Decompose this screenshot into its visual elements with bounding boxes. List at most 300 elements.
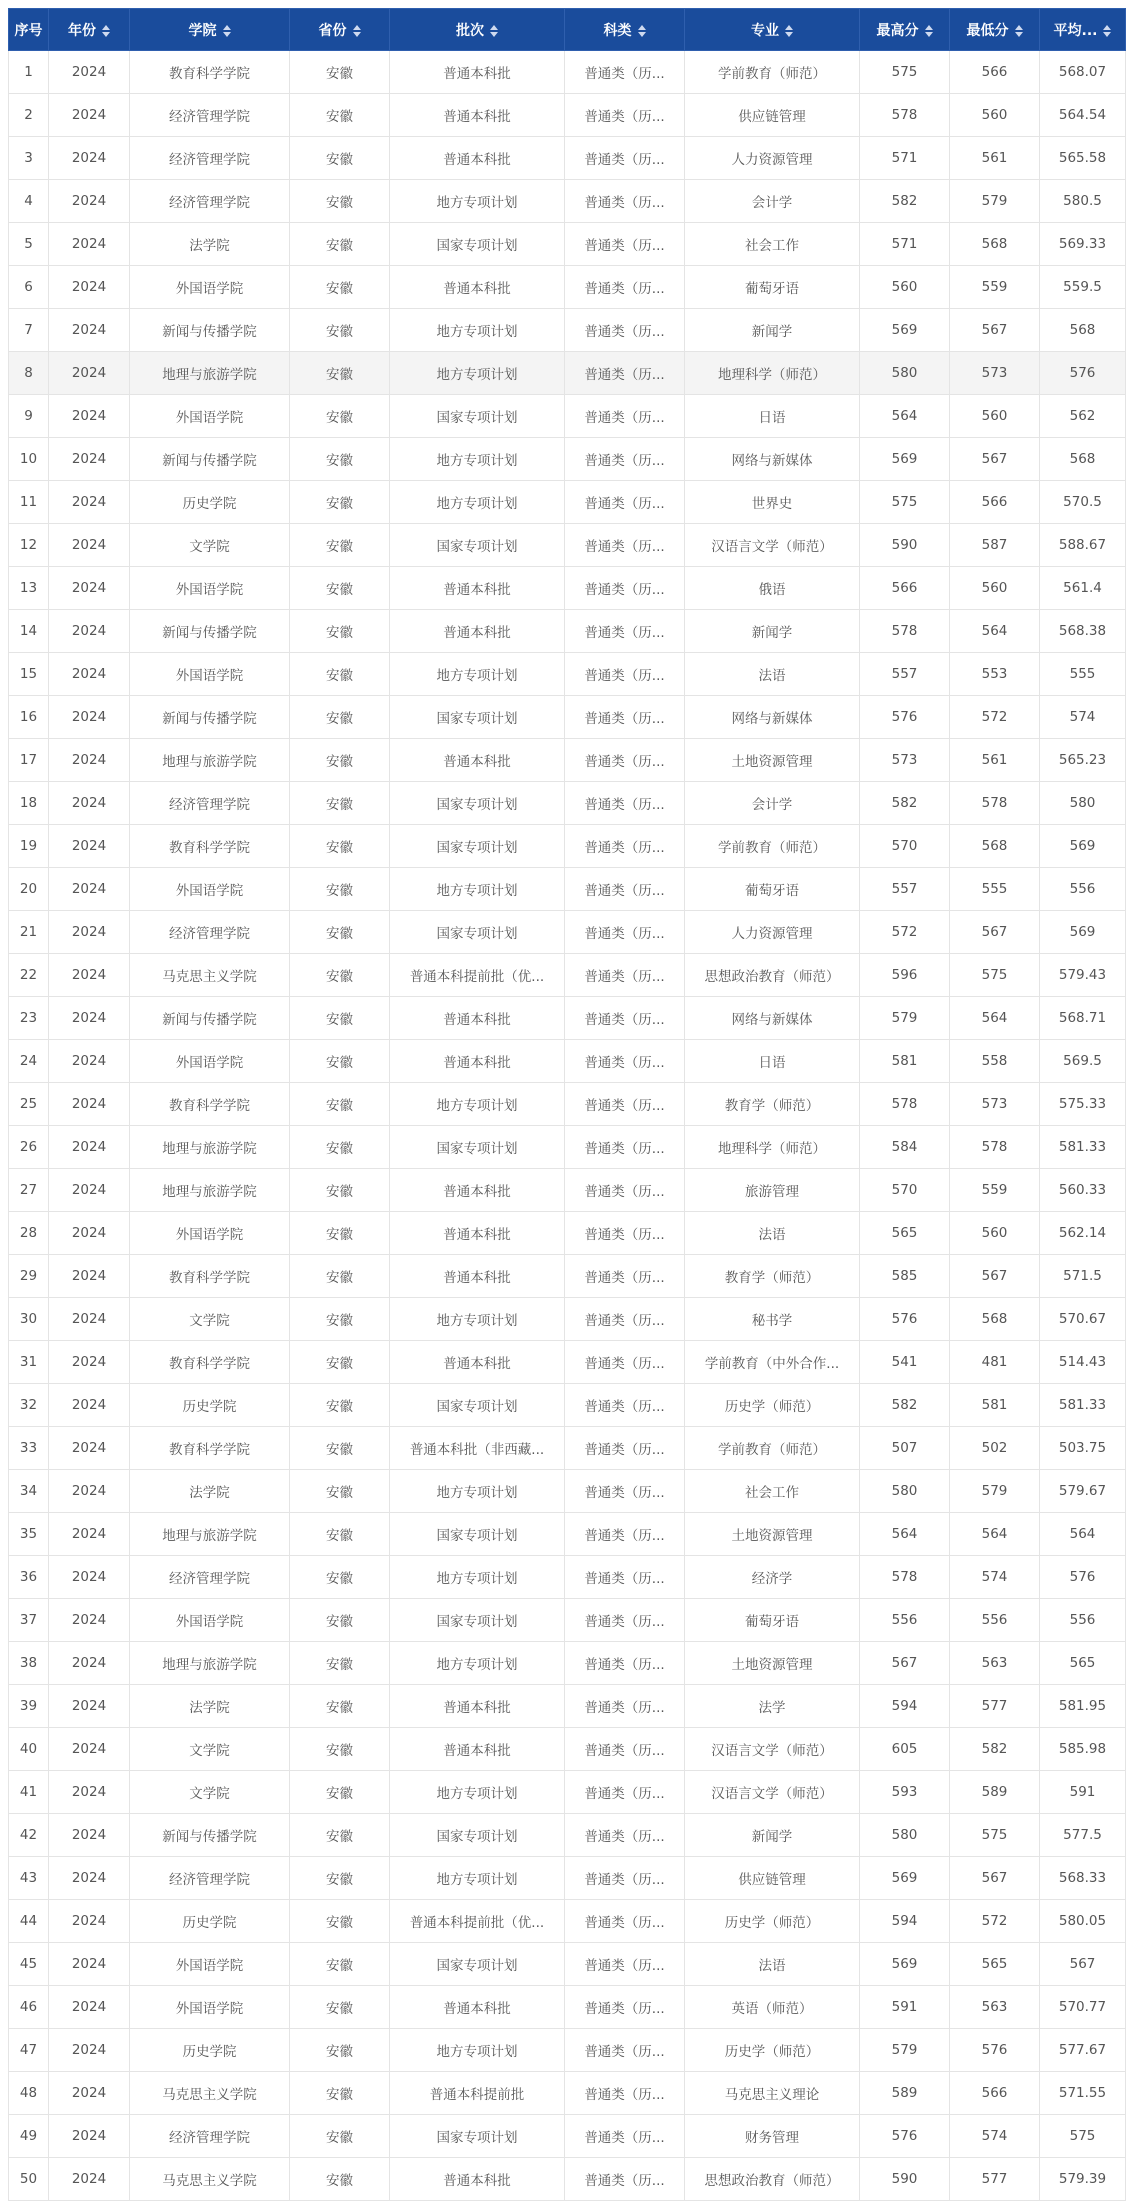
column-header-category[interactable]: 科类	[565, 9, 685, 51]
cell-year: 2024	[49, 954, 130, 997]
cell-min-score: 564	[950, 610, 1040, 653]
cell-max-score: 575	[860, 481, 950, 524]
table-row[interactable]	[9, 1857, 1126, 1900]
table-row[interactable]	[9, 1986, 1126, 2029]
cell-avg-score: 581.95	[1040, 1685, 1126, 1728]
cell-province: 安徽	[290, 1384, 390, 1427]
cell-major: 学前教育（中外合作...	[685, 1341, 860, 1384]
cell-index: 18	[9, 782, 49, 825]
cell-major: 汉语言文学（师范）	[685, 1728, 860, 1771]
cell-avg-score: 569.33	[1040, 223, 1126, 266]
cell-max-score: 571	[860, 137, 950, 180]
cell-category: 普通类（历...	[565, 1642, 685, 1685]
cell-category: 普通类（历...	[565, 2115, 685, 2158]
cell-batch: 普通本科批	[390, 1986, 565, 2029]
cell-year: 2024	[49, 1728, 130, 1771]
table-row[interactable]	[9, 1900, 1126, 1943]
cell-avg-score: 591	[1040, 1771, 1126, 1814]
table-row[interactable]	[9, 51, 1126, 94]
cell-college: 历史学院	[130, 1900, 290, 1943]
table-row[interactable]	[9, 1212, 1126, 1255]
table-row[interactable]	[9, 1470, 1126, 1513]
cell-province: 安徽	[290, 1341, 390, 1384]
cell-min-score: 573	[950, 352, 1040, 395]
cell-major: 日语	[685, 1040, 860, 1083]
cell-batch: 国家专项计划	[390, 223, 565, 266]
cell-major: 地理科学（师范）	[685, 1126, 860, 1169]
cell-batch: 普通本科批	[390, 1341, 565, 1384]
cell-batch: 普通本科提前批（优...	[390, 1900, 565, 1943]
cell-province: 安徽	[290, 997, 390, 1040]
cell-major: 土地资源管理	[685, 739, 860, 782]
cell-batch: 地方专项计划	[390, 653, 565, 696]
cell-category: 普通类（历...	[565, 481, 685, 524]
cell-year: 2024	[49, 782, 130, 825]
cell-category: 普通类（历...	[565, 1298, 685, 1341]
cell-avg-score: 579.39	[1040, 2158, 1126, 2201]
cell-year: 2024	[49, 2029, 130, 2072]
table-header-row	[9, 9, 1126, 51]
sort-icon[interactable]	[925, 25, 933, 37]
table-row[interactable]	[9, 223, 1126, 266]
cell-year: 2024	[49, 1814, 130, 1857]
cell-min-score: 578	[950, 782, 1040, 825]
cell-province: 安徽	[290, 524, 390, 567]
cell-max-score: 591	[860, 1986, 950, 2029]
cell-max-score: 580	[860, 1470, 950, 1513]
cell-major: 教育学（师范）	[685, 1255, 860, 1298]
cell-category: 普通类（历...	[565, 1986, 685, 2029]
cell-index: 26	[9, 1126, 49, 1169]
table-row[interactable]	[9, 1599, 1126, 1642]
cell-min-score: 481	[950, 1341, 1040, 1384]
column-header-min-score[interactable]: 最低分	[950, 9, 1040, 51]
table-row[interactable]	[9, 567, 1126, 610]
sort-icon[interactable]	[1103, 25, 1111, 37]
cell-index: 17	[9, 739, 49, 782]
sort-icon[interactable]	[353, 25, 361, 37]
cell-avg-score: 570.67	[1040, 1298, 1126, 1341]
cell-batch: 普通本科批	[390, 1685, 565, 1728]
cell-college: 教育科学学院	[130, 51, 290, 94]
cell-min-score: 560	[950, 1212, 1040, 1255]
cell-max-score: 590	[860, 2158, 950, 2201]
cell-major: 思想政治教育（师范）	[685, 954, 860, 997]
table-row[interactable]	[9, 438, 1126, 481]
cell-avg-score: 565.23	[1040, 739, 1126, 782]
cell-major: 地理科学（师范）	[685, 352, 860, 395]
cell-year: 2024	[49, 1212, 130, 1255]
column-header-college[interactable]: 学院	[130, 9, 290, 51]
cell-category: 普通类（历...	[565, 438, 685, 481]
cell-batch: 地方专项计划	[390, 1642, 565, 1685]
table-row[interactable]	[9, 309, 1126, 352]
cell-year: 2024	[49, 1642, 130, 1685]
cell-index: 34	[9, 1470, 49, 1513]
table-row[interactable]	[9, 610, 1126, 653]
cell-min-score: 564	[950, 997, 1040, 1040]
cell-category: 普通类（历...	[565, 309, 685, 352]
table-row[interactable]	[9, 180, 1126, 223]
cell-min-score: 577	[950, 2158, 1040, 2201]
table-row[interactable]	[9, 352, 1126, 395]
cell-batch: 普通本科批	[390, 51, 565, 94]
cell-avg-score: 569	[1040, 911, 1126, 954]
cell-college: 地理与旅游学院	[130, 1126, 290, 1169]
cell-major: 网络与新媒体	[685, 997, 860, 1040]
cell-year: 2024	[49, 1470, 130, 1513]
cell-category: 普通类（历...	[565, 1255, 685, 1298]
cell-avg-score: 579.67	[1040, 1470, 1126, 1513]
cell-year: 2024	[49, 51, 130, 94]
cell-category: 普通类（历...	[565, 1728, 685, 1771]
table-row[interactable]	[9, 1943, 1126, 1986]
cell-province: 安徽	[290, 1083, 390, 1126]
cell-year: 2024	[49, 137, 130, 180]
cell-max-score: 572	[860, 911, 950, 954]
cell-index: 42	[9, 1814, 49, 1857]
cell-batch: 普通本科批	[390, 94, 565, 137]
column-header-major[interactable]: 专业	[685, 9, 860, 51]
cell-major: 俄语	[685, 567, 860, 610]
cell-year: 2024	[49, 868, 130, 911]
cell-batch: 普通本科批	[390, 739, 565, 782]
table-row[interactable]	[9, 1126, 1126, 1169]
cell-index: 1	[9, 51, 49, 94]
cell-batch: 国家专项计划	[390, 1599, 565, 1642]
cell-province: 安徽	[290, 2029, 390, 2072]
cell-province: 安徽	[290, 1169, 390, 1212]
cell-province: 安徽	[290, 1126, 390, 1169]
cell-max-score: 580	[860, 1814, 950, 1857]
cell-batch: 普通本科批	[390, 1169, 565, 1212]
cell-province: 安徽	[290, 1642, 390, 1685]
cell-province: 安徽	[290, 825, 390, 868]
cell-province: 安徽	[290, 1556, 390, 1599]
cell-index: 22	[9, 954, 49, 997]
cell-index: 23	[9, 997, 49, 1040]
cell-college: 经济管理学院	[130, 1857, 290, 1900]
cell-min-score: 502	[950, 1427, 1040, 1470]
cell-category: 普通类（历...	[565, 94, 685, 137]
column-header-year[interactable]: 年份	[49, 9, 130, 51]
sort-icon[interactable]	[638, 25, 646, 37]
cell-min-score: 589	[950, 1771, 1040, 1814]
cell-avg-score: 562	[1040, 395, 1126, 438]
table-row[interactable]	[9, 1255, 1126, 1298]
cell-major: 社会工作	[685, 1470, 860, 1513]
cell-index: 36	[9, 1556, 49, 1599]
cell-college: 地理与旅游学院	[130, 1642, 290, 1685]
cell-max-score: 579	[860, 2029, 950, 2072]
table-row[interactable]	[9, 1384, 1126, 1427]
table-row[interactable]	[9, 137, 1126, 180]
cell-year: 2024	[49, 180, 130, 223]
table-row[interactable]	[9, 954, 1126, 997]
cell-major: 日语	[685, 395, 860, 438]
table-row[interactable]	[9, 481, 1126, 524]
cell-college: 文学院	[130, 1298, 290, 1341]
table-row[interactable]	[9, 911, 1126, 954]
cell-avg-score: 580.5	[1040, 180, 1126, 223]
table-row[interactable]	[9, 1341, 1126, 1384]
cell-batch: 国家专项计划	[390, 825, 565, 868]
cell-max-score: 580	[860, 352, 950, 395]
cell-province: 安徽	[290, 1857, 390, 1900]
cell-batch: 普通本科批	[390, 137, 565, 180]
cell-major: 历史学（师范）	[685, 1384, 860, 1427]
cell-batch: 国家专项计划	[390, 1126, 565, 1169]
cell-college: 历史学院	[130, 481, 290, 524]
cell-batch: 普通本科批	[390, 2158, 565, 2201]
cell-avg-score: 556	[1040, 1599, 1126, 1642]
cell-category: 普通类（历...	[565, 653, 685, 696]
cell-major: 法语	[685, 653, 860, 696]
cell-college: 地理与旅游学院	[130, 1169, 290, 1212]
cell-province: 安徽	[290, 1513, 390, 1556]
table-row[interactable]	[9, 1771, 1126, 1814]
cell-province: 安徽	[290, 696, 390, 739]
cell-category: 普通类（历...	[565, 997, 685, 1040]
column-header-batch[interactable]: 批次	[390, 9, 565, 51]
cell-year: 2024	[49, 696, 130, 739]
cell-category: 普通类（历...	[565, 1513, 685, 1556]
cell-major: 社会工作	[685, 223, 860, 266]
cell-major: 世界史	[685, 481, 860, 524]
cell-avg-score: 585.98	[1040, 1728, 1126, 1771]
cell-max-score: 557	[860, 868, 950, 911]
cell-province: 安徽	[290, 266, 390, 309]
cell-major: 法语	[685, 1943, 860, 1986]
cell-major: 法学	[685, 1685, 860, 1728]
sort-icon[interactable]	[785, 25, 793, 37]
cell-index: 25	[9, 1083, 49, 1126]
cell-college: 经济管理学院	[130, 137, 290, 180]
cell-year: 2024	[49, 1599, 130, 1642]
table-row[interactable]	[9, 1728, 1126, 1771]
cell-max-score: 560	[860, 266, 950, 309]
cell-index: 28	[9, 1212, 49, 1255]
table-row[interactable]	[9, 1556, 1126, 1599]
cell-year: 2024	[49, 481, 130, 524]
cell-index: 40	[9, 1728, 49, 1771]
table-row[interactable]	[9, 1814, 1126, 1857]
cell-batch: 地方专项计划	[390, 180, 565, 223]
cell-category: 普通类（历...	[565, 2072, 685, 2115]
cell-min-score: 566	[950, 51, 1040, 94]
cell-year: 2024	[49, 1169, 130, 1212]
cell-major: 供应链管理	[685, 94, 860, 137]
cell-batch: 普通本科批	[390, 1255, 565, 1298]
cell-major: 财务管理	[685, 2115, 860, 2158]
cell-province: 安徽	[290, 1943, 390, 1986]
cell-college: 外国语学院	[130, 1040, 290, 1083]
cell-max-score: 557	[860, 653, 950, 696]
cell-max-score: 581	[860, 1040, 950, 1083]
cell-batch: 普通本科提前批（优...	[390, 954, 565, 997]
cell-min-score: 573	[950, 1083, 1040, 1126]
cell-category: 普通类（历...	[565, 266, 685, 309]
cell-major: 旅游管理	[685, 1169, 860, 1212]
cell-avg-score: 568.07	[1040, 51, 1126, 94]
cell-province: 安徽	[290, 438, 390, 481]
cell-avg-score: 565.58	[1040, 137, 1126, 180]
sort-icon[interactable]	[1015, 25, 1023, 37]
cell-index: 13	[9, 567, 49, 610]
table-row[interactable]	[9, 266, 1126, 309]
cell-province: 安徽	[290, 1728, 390, 1771]
table-row[interactable]	[9, 868, 1126, 911]
cell-min-score: 555	[950, 868, 1040, 911]
cell-min-score: 579	[950, 1470, 1040, 1513]
cell-max-score: 579	[860, 997, 950, 1040]
cell-max-score: 578	[860, 1556, 950, 1599]
table-row[interactable]	[9, 782, 1126, 825]
cell-min-score: 568	[950, 223, 1040, 266]
sort-icon[interactable]	[223, 25, 231, 37]
cell-college: 经济管理学院	[130, 1556, 290, 1599]
cell-avg-score: 570.77	[1040, 1986, 1126, 2029]
cell-avg-score: 575	[1040, 2115, 1126, 2158]
cell-max-score: 593	[860, 1771, 950, 1814]
cell-major: 葡萄牙语	[685, 266, 860, 309]
column-header-avg-score[interactable]: 平均...	[1040, 9, 1126, 51]
cell-category: 普通类（历...	[565, 1599, 685, 1642]
cell-index: 49	[9, 2115, 49, 2158]
cell-index: 6	[9, 266, 49, 309]
cell-avg-score: 503.75	[1040, 1427, 1126, 1470]
cell-college: 经济管理学院	[130, 782, 290, 825]
cell-batch: 国家专项计划	[390, 911, 565, 954]
cell-category: 普通类（历...	[565, 51, 685, 94]
cell-college: 文学院	[130, 1728, 290, 1771]
table-row[interactable]	[9, 1427, 1126, 1470]
cell-max-score: 569	[860, 1943, 950, 1986]
table-row[interactable]	[9, 653, 1126, 696]
table-row[interactable]	[9, 2158, 1126, 2201]
cell-category: 普通类（历...	[565, 2029, 685, 2072]
cell-min-score: 563	[950, 1986, 1040, 2029]
cell-index: 43	[9, 1857, 49, 1900]
table-row[interactable]	[9, 2115, 1126, 2158]
cell-province: 安徽	[290, 137, 390, 180]
cell-batch: 地方专项计划	[390, 352, 565, 395]
cell-batch: 国家专项计划	[390, 1943, 565, 1986]
cell-index: 35	[9, 1513, 49, 1556]
cell-college: 外国语学院	[130, 1212, 290, 1255]
cell-min-score: 578	[950, 1126, 1040, 1169]
column-header-max-score[interactable]: 最高分	[860, 9, 950, 51]
cell-major: 经济学	[685, 1556, 860, 1599]
table-row[interactable]	[9, 739, 1126, 782]
cell-index: 37	[9, 1599, 49, 1642]
table-row[interactable]	[9, 1513, 1126, 1556]
cell-avg-score: 581.33	[1040, 1126, 1126, 1169]
table-row[interactable]	[9, 2029, 1126, 2072]
cell-college: 经济管理学院	[130, 94, 290, 137]
cell-college: 文学院	[130, 524, 290, 567]
cell-batch: 普通本科批	[390, 1728, 565, 1771]
cell-major: 历史学（师范）	[685, 2029, 860, 2072]
cell-batch: 普通本科批	[390, 266, 565, 309]
table-row[interactable]	[9, 825, 1126, 868]
cell-batch: 普通本科提前批	[390, 2072, 565, 2115]
cell-college: 地理与旅游学院	[130, 352, 290, 395]
cell-province: 安徽	[290, 1427, 390, 1470]
table-row[interactable]	[9, 395, 1126, 438]
cell-year: 2024	[49, 1513, 130, 1556]
cell-college: 法学院	[130, 1470, 290, 1513]
cell-college: 新闻与传播学院	[130, 610, 290, 653]
cell-province: 安徽	[290, 1900, 390, 1943]
cell-category: 普通类（历...	[565, 1556, 685, 1599]
cell-province: 安徽	[290, 567, 390, 610]
table-row[interactable]	[9, 1298, 1126, 1341]
sort-icon[interactable]	[102, 25, 110, 37]
table-row[interactable]	[9, 2072, 1126, 2115]
cell-college: 外国语学院	[130, 567, 290, 610]
sort-icon[interactable]	[490, 25, 498, 37]
cell-max-score: 578	[860, 94, 950, 137]
table-row[interactable]	[9, 997, 1126, 1040]
table-row[interactable]	[9, 696, 1126, 739]
cell-category: 普通类（历...	[565, 1169, 685, 1212]
cell-batch: 普通本科批	[390, 610, 565, 653]
cell-category: 普通类（历...	[565, 1126, 685, 1169]
table-row[interactable]	[9, 1083, 1126, 1126]
cell-avg-score: 580.05	[1040, 1900, 1126, 1943]
column-header-province[interactable]: 省份	[290, 9, 390, 51]
cell-major: 历史学（师范）	[685, 1900, 860, 1943]
cell-batch: 国家专项计划	[390, 1814, 565, 1857]
table-row[interactable]	[9, 1169, 1126, 1212]
cell-major: 供应链管理	[685, 1857, 860, 1900]
cell-batch: 地方专项计划	[390, 2029, 565, 2072]
cell-province: 安徽	[290, 1040, 390, 1083]
cell-college: 外国语学院	[130, 653, 290, 696]
table-row[interactable]	[9, 1642, 1126, 1685]
cell-min-score: 556	[950, 1599, 1040, 1642]
cell-batch: 国家专项计划	[390, 2115, 565, 2158]
cell-major: 网络与新媒体	[685, 438, 860, 481]
cell-index: 50	[9, 2158, 49, 2201]
cell-index: 9	[9, 395, 49, 438]
cell-max-score: 507	[860, 1427, 950, 1470]
table-row[interactable]	[9, 1040, 1126, 1083]
cell-college: 新闻与传播学院	[130, 997, 290, 1040]
cell-college: 地理与旅游学院	[130, 1513, 290, 1556]
table-row[interactable]	[9, 94, 1126, 137]
cell-year: 2024	[49, 266, 130, 309]
cell-min-score: 559	[950, 266, 1040, 309]
cell-avg-score: 565	[1040, 1642, 1126, 1685]
column-header-index[interactable]: 序号	[9, 9, 49, 51]
cell-category: 普通类（历...	[565, 911, 685, 954]
cell-max-score: 570	[860, 825, 950, 868]
table-row[interactable]	[9, 1685, 1126, 1728]
cell-index: 24	[9, 1040, 49, 1083]
cell-college: 地理与旅游学院	[130, 739, 290, 782]
cell-max-score: 566	[860, 567, 950, 610]
cell-college: 教育科学学院	[130, 1427, 290, 1470]
cell-year: 2024	[49, 1384, 130, 1427]
table-row[interactable]	[9, 524, 1126, 567]
cell-avg-score: 569	[1040, 825, 1126, 868]
cell-category: 普通类（历...	[565, 1943, 685, 1986]
cell-avg-score: 568.71	[1040, 997, 1126, 1040]
cell-major: 土地资源管理	[685, 1513, 860, 1556]
cell-year: 2024	[49, 395, 130, 438]
